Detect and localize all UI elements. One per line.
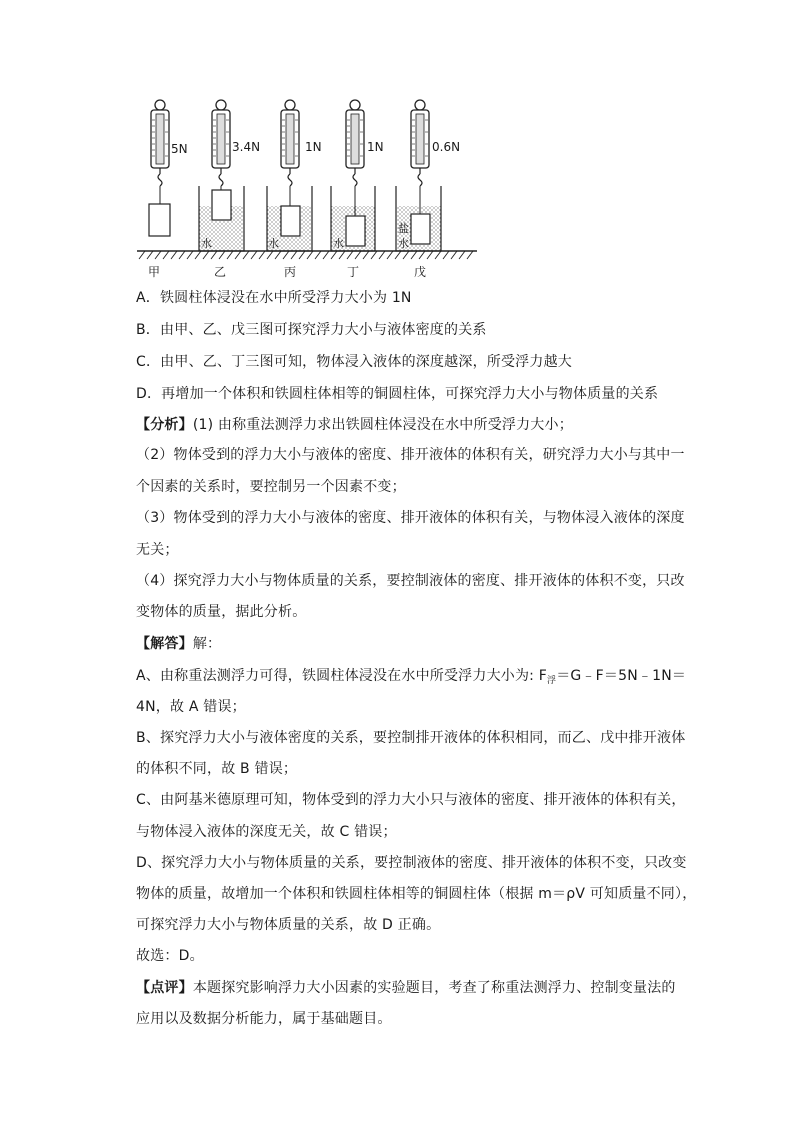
answer-heading: 【解答】解：: [136, 636, 222, 652]
answer-d-line-1: D、探究浮力大小与物体质量的关系，要控制液体的密度、排开液体的体积不变，只改变: [136, 855, 687, 871]
liquid-label-ding: 水: [333, 237, 344, 250]
liquid-label-yi: 水: [201, 237, 212, 250]
analysis-line-3: 个因素的关系时，要控制另一个因素不变；: [136, 479, 406, 495]
answer-b-line-1: B、探究浮力大小与液体密度的关系，要控制排开液体的体积相同，而乙、戊中排开液体: [136, 730, 686, 746]
reading-ding: 1N: [367, 140, 384, 154]
reading-bing: 1N: [305, 140, 322, 154]
answer-b-line-2: 的体积不同，故 B 错误；: [136, 761, 298, 777]
option-c: C．由甲、乙、丁三图可知，物体浸入液体的深度越深，所受浮力越大: [136, 354, 572, 370]
label-wu: 戊: [414, 265, 427, 279]
label-bing: 丙: [284, 265, 297, 279]
comment-tag: 【点评】: [136, 980, 193, 996]
answer-c-line-2: 与物体浸入液体的深度无关，故 C 错误；: [136, 824, 397, 840]
answer-a-line-2: 4N，故 A 错误；: [136, 699, 246, 715]
analysis-line-6: （4）探究浮力大小与物体质量的关系，要控制液体的密度、排开液体的体积不变，只改: [136, 573, 685, 589]
answer-a-line-1: A、由称重法测浮力可得，铁圆柱体浸没在水中所受浮力大小为: $F_浮=G﹣F=5N﹣1N=$: [136, 668, 687, 686]
analysis-line-2: （2）物体受到的浮力大小与液体的密度、排开液体的体积有关，研究浮力大小与其中一: [136, 447, 685, 463]
analysis-line-7: 变物体的质量，据此分析。: [136, 604, 307, 620]
analysis-line-4: （3）物体受到的浮力大小与液体的密度、排开液体的体积有关，与物体浸入液体的深度: [136, 510, 685, 526]
reading-yi: 3.4N: [232, 140, 261, 154]
answer-tag: 【解答】: [136, 636, 193, 652]
reading-wu: 0.6N: [432, 140, 461, 154]
option-d: D．再增加一个体积和铁圆柱体相等的铜圆柱体，可探究浮力大小与物体质量的关系: [136, 386, 659, 402]
spring-scale-jia: [149, 100, 170, 236]
option-a: A．铁圆柱体浸没在水中所受浮力大小为 1N: [136, 290, 412, 306]
answer-d-line-2: 物体的质量，故增加一个体积和铁圆柱体相等的铜圆柱体（根据 m＝ρV 可知质量不同），: [136, 886, 697, 902]
spring-scale-yi: [199, 100, 244, 251]
comment-line-1: 【点评】本题探究影响浮力大小因素的实验题目，考查了称重法测浮力、控制变量法的: [136, 980, 676, 996]
label-ding: 丁: [347, 265, 360, 279]
liquid-label-wu-2: 水: [398, 237, 409, 250]
experiment-figure: [135, 93, 520, 283]
analysis-tag: 【分析】: [136, 417, 193, 433]
label-yi: 乙: [214, 265, 227, 279]
spring-scale-ding: [331, 100, 375, 251]
reading-jia: 5N: [171, 142, 188, 156]
liquid-label-bing: 水: [268, 237, 279, 250]
option-b: B．由甲、乙、戊三图可探究浮力大小与液体密度的关系: [136, 322, 487, 338]
label-jia: 甲: [148, 265, 161, 279]
spring-scale-bing: [267, 100, 312, 251]
analysis-line-1: 【分析】(1) 由称重法测浮力求出铁圆柱体浸没在水中所受浮力大小；: [136, 417, 573, 433]
answer-choice: 故选：D。: [136, 948, 204, 964]
liquid-label-wu-1: 盐: [398, 222, 409, 235]
comment-line-2: 应用以及数据分析能力，属于基础题目。: [136, 1011, 392, 1027]
analysis-line-5: 无关；: [136, 542, 179, 558]
answer-d-line-3: 可探究浮力大小与物体质量的关系，故 D 正确。: [136, 917, 441, 933]
answer-c-line-1: C、由阿基米德原理可知，物体受到的浮力大小只与液体的密度、排开液体的体积有关，: [136, 792, 686, 808]
